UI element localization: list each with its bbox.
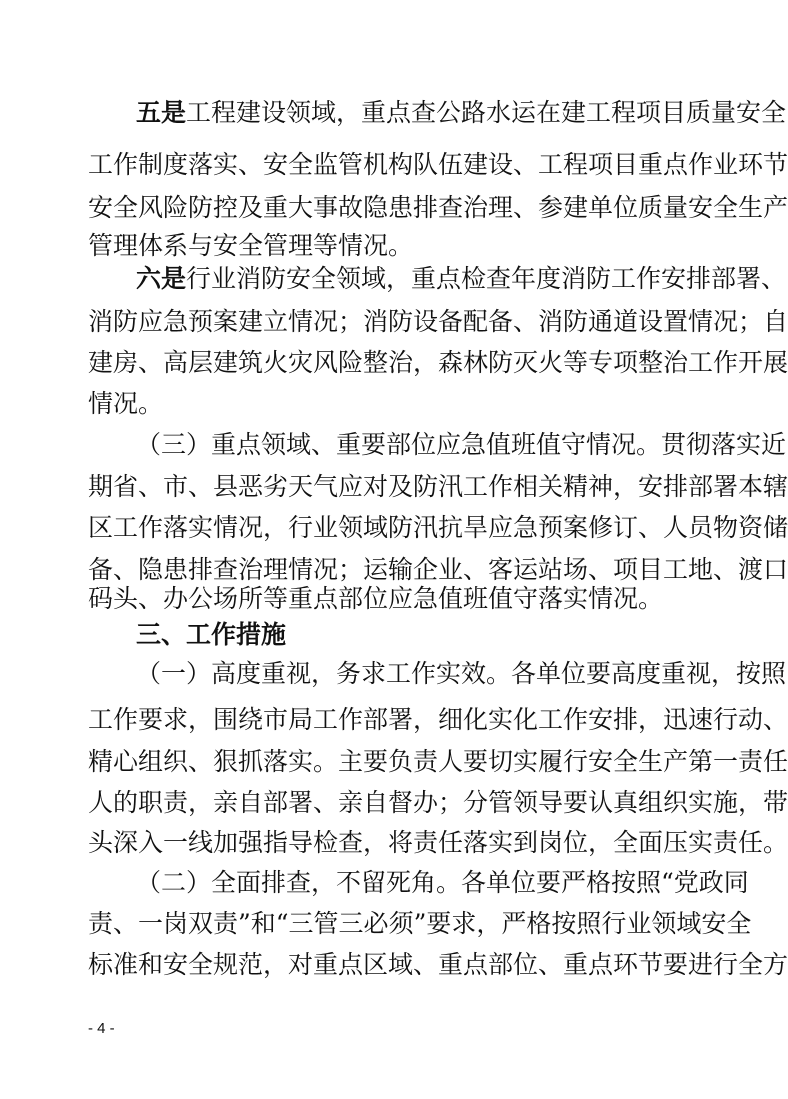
paragraph-5-line-3: 安全风险防控及重大事故隐患排查治理、参建单位质量安全生产 xyxy=(88,193,788,222)
measure-2-line-1: （二）全面排查，不留死角。各单位要严格按照“党政同 xyxy=(136,868,749,897)
section-heading: 三、工作措施 xyxy=(136,620,287,649)
paragraph-5-line-1 xyxy=(136,93,787,133)
measure-1-line-4: 人的职责，亲自部署、亲自督办；分管领导要认真组织实施，带 xyxy=(88,788,788,817)
paragraph-3-line-4: 备、隐患排查治理情况；运输企业、客运站场、项目工地、渡口 xyxy=(88,555,788,584)
paragraph-5-lead: 五是 xyxy=(136,98,187,127)
paragraph-3-line-3: 区工作落实情况，行业领域防汛抗旱应急预案修订、人员物资储 xyxy=(88,513,788,542)
paragraph-6-text: 行业消防安全领域，重点检查年度消防工作安排部署、 xyxy=(186,264,787,293)
paragraph-6-line-1 xyxy=(136,259,787,299)
measure-1-line-3: 精心组织、狠抓落实。主要负责人要切实履行安全生产第一责任 xyxy=(88,747,788,776)
measure-1-line-2: 工作要求，围绕市局工作部署，细化实化工作安排，迅速行动、 xyxy=(88,705,788,734)
paragraph-6-lead: 六是 xyxy=(136,264,187,293)
paragraph-6-line-4: 情况。 xyxy=(88,389,164,418)
measure-1-line-1: （一）高度重视，务求工作实效。各单位要高度重视，按照 xyxy=(136,659,787,688)
paragraph-5-line-4: 管理体系与安全管理等情况。 xyxy=(88,231,414,260)
paragraph-5-line-2: 工作制度落实、安全监管机构队伍建设、工程项目重点作业环节 xyxy=(88,150,788,179)
measure-1-line-5: 头深入一线加强指导检查，将责任落实到岗位，全面压实责任。 xyxy=(88,828,788,857)
paragraph-3-line-2: 期省、市、县恶劣天气应对及防汛工作相关精神，安排部署本辖 xyxy=(88,472,788,501)
paragraph-6-line-3: 建房、高层建筑火灾风险整治，森林防灭火等专项整治工作开展 xyxy=(88,348,788,377)
measure-2-line-3: 标准和安全规范，对重点区域、重点部位、重点环节要进行全方 xyxy=(88,950,788,979)
paragraph-3-line-1: （三）重点领域、重要部位应急值班值守情况。贯彻落实近 xyxy=(136,430,787,459)
paragraph-5-text: 工程建设领域，重点查公路水运在建工程项目质量安全 xyxy=(186,98,787,127)
page-number: - 4 - xyxy=(88,1020,115,1037)
measure-2-line-2: 责、一岗双责”和“三管三必须”要求，严格按照行业领域安全 xyxy=(88,909,752,938)
paragraph-3-line-5: 码头、办公场所等重点部位应急值班值守落实情况。 xyxy=(88,584,664,613)
paragraph-6-line-2: 消防应急预案建立情况；消防设备配备、消防通道设置情况；自 xyxy=(88,307,788,336)
